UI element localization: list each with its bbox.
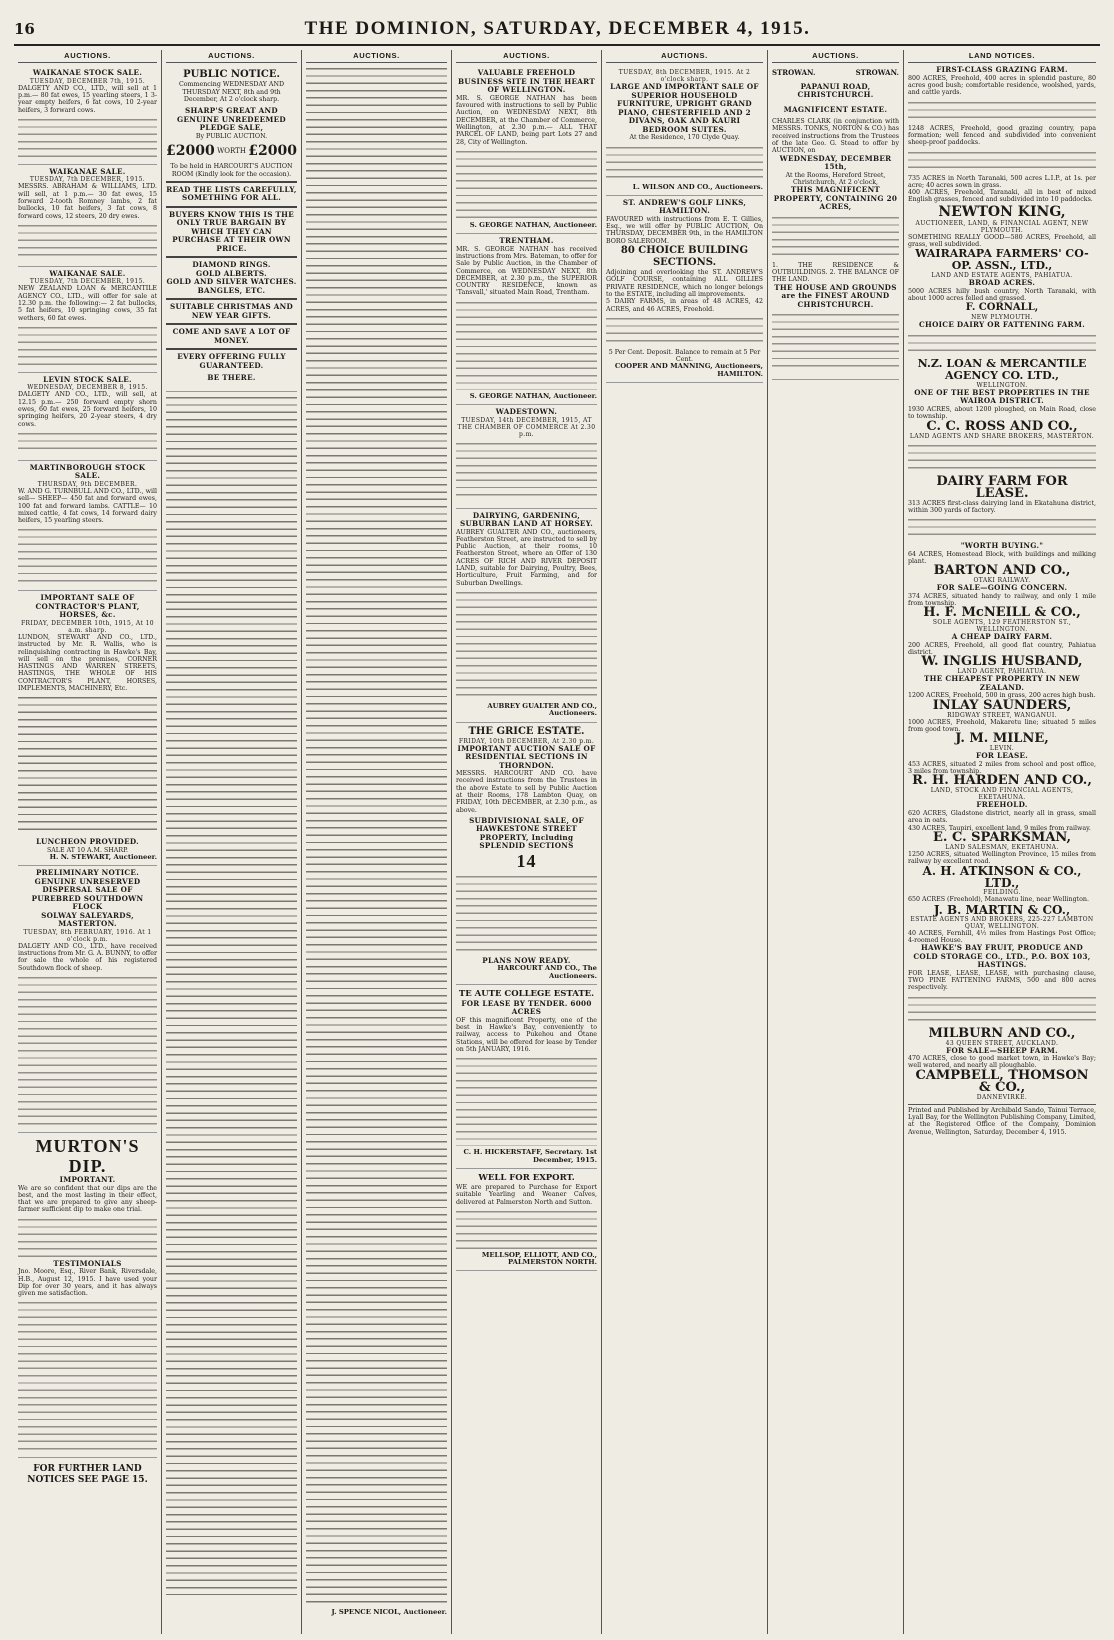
ad-line: EVERY OFFERING FULLY GUARANTEED. xyxy=(177,352,286,370)
ad-freehold-site xyxy=(456,66,597,234)
agent-name: INLAY SAUNDERS, xyxy=(932,697,1072,713)
ad-body: DALGETY AND CO., LTD., will sell at 1 p.m.— 80 fat ewes, 15 yearling steers, 1 3-year empty heifers, 6 fat cows, 10 2-year heifers, 3 forward cows. xyxy=(18,84,157,114)
ad-body: OF this magnificent Property, one of the best in Hawke's Bay, conveniently to railway, access to Pukehou and Otane Stations, will be offered for lease by Tender on 5th JANUARY, 1916. xyxy=(456,1016,597,1054)
ad-date: TUESDAY, 7th DECEMBER, 1915. xyxy=(29,278,146,286)
ad-heading: DAIRYING, GARDENING, SUBURBAN LAND AT HORSEY. xyxy=(459,510,594,529)
text-lines xyxy=(18,431,157,453)
text-lines xyxy=(18,223,157,259)
ad-waikanae xyxy=(18,66,157,165)
column-heading: LAND NOTICES. xyxy=(908,50,1096,63)
column-heading: AUCTIONS. xyxy=(772,50,899,63)
ad-body: MR. S. GEORGE NATHAN has been favoured with instructions to sell by Public Auction, on WEDNESDAY NEXT, 8th DECEMBER, at the Chamber of Commerce, Wellington, at 2.30 p.m.— ALL THAT PARCEL OF LAND, being part Lots 27 and 28, City of Wellington. xyxy=(456,94,597,146)
ad-signature: S. GEORGE NATHAN, Auctioneer. xyxy=(469,220,597,229)
ad-wadestown xyxy=(456,405,597,509)
agent-detail: LAND AGENTS AND SHARE BROKERS, MASTERTON. xyxy=(909,432,1095,440)
ad-heading: STROWAN. xyxy=(772,68,816,78)
ad-body: CHARLES CLARK (in conjunction with MESSRS. TONKS, NORTON & CO.) has received instructions from the Trustees of the late Geo. G. Stead to offer by AUCTION, on xyxy=(772,118,899,155)
ad-heading: IMPORTANT AUCTION SALE OF RESIDENTIAL SECTIONS IN THORNDON. xyxy=(457,743,596,770)
listing: 40 ACRES, Fernhill, 4½ miles from Hastings Post Office; 4-roomed House. xyxy=(908,929,1096,944)
ad-signature: S. GEORGE NATHAN, Auctioneer. xyxy=(469,391,597,400)
ad-signature: L. WILSON AND CO., Auctioneers. xyxy=(632,182,763,191)
divider xyxy=(166,181,297,183)
agent-name: WAIRARAPA FARMERS' CO-OP. ASSN., LTD., xyxy=(915,247,1089,273)
ad-heading: TE AUTE COLLEGE ESTATE. xyxy=(458,988,595,999)
ad-heading: THIS MAGNIFICENT PROPERTY, CONTAINING 20 ACRES, xyxy=(773,185,898,212)
ad-line: READ THE LISTS CAREFULLY, SOMETHING FOR ALL. xyxy=(166,184,297,203)
ad-note: SALE AT 10 A.M. SHARP. xyxy=(46,846,129,854)
text-lines xyxy=(908,333,1096,355)
listing: 800 ACRES, Freehold, 400 acres in splendid pasture, 80 acres good bush; comfortable residence, woolshed, yards, and cattle yards. xyxy=(908,74,1096,97)
ad-body: We are so confident that our dips are the best, and the most lasting in their effect, that we are prepared to give any sheep-farmer sufficient dip to make one trial. xyxy=(18,1184,157,1214)
agent-detail: SOLE AGENTS, 129 FEATHERSTON ST., WELLINGTON. xyxy=(932,619,1072,634)
ad-heading: WAIKANAE STOCK SALE. xyxy=(32,68,143,78)
ad-body: AUBREY GUALTER AND CO., auctioneers, Featherston Street, are instructed to sell by Public Auction, at their rooms, 10 Featherston Street, where an Offer of 130 ACRES OF RICH AND RIVER DEPOSIT LAND, suitable for Dairying, Poultry, Bees, Horticulture, Fruit Farming, and for Suburban Dwellings. xyxy=(456,528,597,587)
ad-signature: AUBREY GUALTER AND CO., Auctioneers. xyxy=(487,701,597,718)
ad-date: THURSDAY, 9th DECEMBER. xyxy=(37,480,138,488)
listing: 5000 ACRES hilly bush country, North Taranaki, with about 1000 acres felled and grassed. xyxy=(908,287,1096,303)
ad-date: TUESDAY, DECEMBER 7th, 1915. xyxy=(29,77,146,85)
listing: 1248 ACRES, Freehold, good grazing country, papa formation; well fenced and subdivided into convenient sheep-proof paddocks. xyxy=(908,124,1096,147)
ad-heading: STROWAN. xyxy=(855,68,899,78)
ad-date: TUESDAY, 8th FEBRUARY, 1916. At 1 o'clock p.m. xyxy=(23,928,152,943)
agent-name: E. C. SPARKSMAN, xyxy=(933,829,1071,845)
divider xyxy=(166,323,297,325)
ad-signature: H. N. STEWART, Auctioneer. xyxy=(49,853,157,862)
column-heading: AUCTIONS. xyxy=(166,50,297,63)
ad-place: SOLWAY SALEYARDS, MASTERTON. xyxy=(41,910,134,929)
text-lines xyxy=(908,995,1096,1025)
agent-detail: 43 QUEEN STREET, AUCKLAND. xyxy=(945,1039,1059,1047)
ad-heading: IMPORTANT SALE OF CONTRACTOR'S PLANT, HORSES, &c. xyxy=(35,593,140,620)
ad-heading: TRENTHAM. xyxy=(499,236,554,246)
ad-heading: MAGNIFICENT ESTATE. xyxy=(783,104,888,114)
divider xyxy=(166,206,297,208)
ad-heading: IMPORTANT. xyxy=(59,1175,116,1185)
listing: 453 ACRES, situated 2 miles from school and post office, 3 miles from township. xyxy=(908,760,1096,776)
agent-detail: LAND SALESMAN, EKETAHUNA. xyxy=(945,843,1059,851)
text-lines xyxy=(456,874,597,954)
ad-line: GOLD ALBERTS. xyxy=(196,268,267,278)
agent-name: CAMPBELL, THOMSON & CO., xyxy=(915,1067,1089,1095)
ad-body: MR. S. GEORGE NATHAN has received instructions from Mrs. Bateman, to offer for Sale by Public Auction, in the Chamber of Commerce, on WEDNESDAY NEXT, 8th DECEMBER, at 2.30 p.m., the SUPERIOR COUNTRY RESIDENCE, known as 'Tansvall,' situated Main Road, Trentham. xyxy=(456,245,597,297)
worth-banner xyxy=(166,142,297,159)
ad-display-title: MURTON'S DIP. xyxy=(35,1136,140,1177)
ad-te-aute xyxy=(456,985,597,1169)
columns xyxy=(14,50,1100,1634)
listing: 735 ACRES in North Taranaki, 500 acres L.I.P., at 1s. per acre; 40 acres sown in grass. xyxy=(908,174,1096,189)
ad-heading: LEVIN STOCK SALE. xyxy=(43,374,132,384)
agent-name: HAWKE'S BAY FRUIT, PRODUCE AND COLD STORAGE CO., LTD., P.O. BOX 103, HASTINGS. xyxy=(913,943,1091,970)
ad-note: LUNCHEON PROVIDED. xyxy=(36,837,139,847)
text-lines xyxy=(18,695,157,835)
text-lines xyxy=(456,1209,597,1249)
ad-subheading: FOR LEASE BY TENDER. 6000 ACRES xyxy=(461,998,592,1017)
ad-line: DIAMOND RINGS. xyxy=(192,260,271,270)
ad-body: Commencing WEDNESDAY AND THURSDAY NEXT, 8th and 9th December, At 2 o'clock sharp. xyxy=(178,81,285,103)
ad-signature: J. SPENCE NICOL, Auctioneer. xyxy=(331,1608,447,1617)
ad-heading: ONE OF THE BEST PROPERTIES IN THE WAIROA DISTRICT. xyxy=(914,387,1090,406)
divider xyxy=(166,298,297,300)
ad-note: PLANS NOW READY. xyxy=(482,955,571,965)
agent-detail: FEILDING. xyxy=(983,889,1021,897)
ad-martinborough xyxy=(18,461,157,591)
listing: 1250 ACRES, situated Wellington Province, 15 miles from railway by excellent road. xyxy=(908,850,1096,866)
ad-body: By PUBLIC AUCTION. xyxy=(195,132,268,140)
ad-public-notice xyxy=(166,66,297,392)
ad-heading: ST. ANDREW'S GOLF LINKS, HAMILTON. xyxy=(622,197,747,216)
ad-date: FRIDAY, 10th DECEMBER, At 2.30 p.m. xyxy=(458,737,595,745)
listing: 200 ACRES, Freehold, all good flat country, Pahiatua district. xyxy=(908,641,1096,657)
ad-line: BANGLES, ETC. xyxy=(197,285,266,295)
ad-line: BE THERE. xyxy=(207,373,256,383)
imprint: Printed and Published by Archibald Sando, Tainui Terrace, Lyall Bay, for the Wellington Publishing Company, Limited, at the Registered Office of the Company, Dominion Avenue, Wellington, Saturday, December 4, 1915. xyxy=(908,1104,1096,1136)
ad-heading: WADESTOWN. xyxy=(495,407,558,417)
text-lines xyxy=(456,149,597,219)
ad-body: W. AND G. TURNBULL AND CO., LTD., will sell— SHEEP— 450 fat and forward ewes, 100 fat and forward lambs. CATTLE— 10 mixed cattle, 4 fat cows, 14 forward dairy heifers, 15 yearling steers. xyxy=(18,487,157,525)
agent-detail: LAND AGENT, PAHIATUA. xyxy=(957,668,1047,676)
text-lines xyxy=(908,517,1096,539)
ad-waikanae-3 xyxy=(18,267,157,373)
ad-murton xyxy=(18,1133,157,1458)
ad-heading: FOR SALE—GOING CONCERN. xyxy=(936,583,1068,593)
divider xyxy=(166,256,297,258)
ad-heading: FOR SALE—SHEEP FARM. xyxy=(946,1045,1058,1055)
agent-detail: WELLINGTON. xyxy=(976,381,1028,389)
agent-name: C. C. ROSS AND CO., xyxy=(926,418,1078,434)
ad-export xyxy=(456,1169,597,1271)
ad-heading: PRELIMINARY NOTICE. GENUINE UNRESERVED DISPERSAL SALE OF PUREBRED SOUTHDOWN FLOCK xyxy=(31,868,144,912)
agent-detail: ESTATE AGENTS AND BROKERS, 225-227 LAMBTON QUAY, WELLINGTON. xyxy=(910,915,1094,930)
ad-lots: 1. THE RESIDENCE & OUTBUILDINGS. 2. THE BALANCE OF THE LAND. xyxy=(772,261,899,284)
ad-body: 5 DAIRY FARMS, in areas of 48 ACRES, 42 ACRES, and 46 ACRES, Freehold. xyxy=(606,298,763,313)
ad-heading: A CHEAP DAIRY FARM. xyxy=(951,632,1053,642)
ad-body: WE are prepared to Purchase for Export suitable Yearling and Weaner Calves, delivered at Palmerston North and Sutton. xyxy=(456,1183,597,1206)
agent-name: N.Z. LOAN & MERCANTILE AGENCY CO. LTD., xyxy=(917,356,1087,382)
agent-name: MILBURN AND CO., xyxy=(928,1025,1076,1041)
text-lines xyxy=(456,441,597,501)
ad-date: TUESDAY, 7th DECEMBER, 1915. xyxy=(29,176,146,184)
agent-detail: NEW PLYMOUTH. xyxy=(971,314,1033,322)
column-4 xyxy=(452,50,602,1634)
agent-name: NEWTON KING, xyxy=(938,203,1066,220)
ad-heading: TESTIMONIALS xyxy=(53,1258,122,1268)
ad-dairying xyxy=(456,509,597,723)
agent-detail: LEVIN. xyxy=(989,745,1015,753)
ad-lots: 80 CHOICE BUILDING SECTIONS. xyxy=(620,245,749,269)
listing: SOMETHING REALLY GOOD—580 ACRES, Freehold, all grass, well subdivided. xyxy=(908,233,1096,249)
see-page-note: FOR FURTHER LAND NOTICES SEE PAGE 15. xyxy=(27,1464,148,1486)
agent-detail: LAND AND ESTATE AGENTS, PAHIATUA. xyxy=(931,272,1073,280)
pledge-list-lines xyxy=(166,395,297,1595)
column-5 xyxy=(602,50,768,1634)
ad-heading: WAIKANAE SALE. xyxy=(49,166,126,176)
text-lines xyxy=(18,1217,157,1257)
agent-detail: AUCTIONEER, LAND, & FINANCIAL AGENT, NEW PLYMOUTH. xyxy=(915,219,1089,234)
text-lines xyxy=(18,975,157,1125)
ad-furniture-sale xyxy=(606,66,763,196)
ad-golf-links xyxy=(606,196,763,383)
ad-levin xyxy=(18,373,157,461)
agent-detail: RIDGWAY STREET, WANGANUI. xyxy=(947,711,1057,719)
sections-count: 14 xyxy=(516,850,537,871)
text-lines xyxy=(18,325,157,365)
ad-contractor xyxy=(18,591,157,866)
ad-signature: MELLSOP, ELLIOTT, AND CO., PALMERSTON NORTH. xyxy=(481,1250,597,1267)
text-lines xyxy=(772,215,899,259)
text-lines xyxy=(908,443,1096,473)
column-2 xyxy=(162,50,302,1634)
agent-name: H. F. McNEILL & CO., xyxy=(923,605,1081,621)
column-heading: AUCTIONS. xyxy=(606,50,763,63)
agent-detail: OTAKI RAILWAY. xyxy=(973,577,1031,585)
column-heading: AUCTIONS. xyxy=(456,50,597,63)
agent-detail: LAND, STOCK AND FINANCIAL AGENTS, EKETAHUNA. xyxy=(930,787,1074,802)
ad-date: TUESDAY, 14th DECEMBER, 1915, AT THE CHAMBER OF COMMERCE At 2.30 p.m. xyxy=(457,416,596,438)
listing: 1000 ACRES, Freehold, Makaretu line; situated 5 miles from good town. xyxy=(908,718,1096,734)
listing: 1200 ACRES, Freehold, 500 in grass, 200 acres high bush. xyxy=(908,692,1096,700)
ad-heading: LARGE AND IMPORTANT SALE OF SUPERIOR HOUSEHOLD FURNITURE, UPRIGHT GRAND PIANO, CHESTERFIELD AND 2 DIVANS, OAK AND KAURI BEDROOM SUITES. xyxy=(610,82,759,134)
text-lines xyxy=(18,1300,157,1450)
ad-solway xyxy=(18,866,157,1133)
text-lines xyxy=(18,527,157,583)
ad-trentham xyxy=(456,234,597,405)
text-lines xyxy=(606,316,763,346)
ad-note: THE HOUSE AND GROUNDS are the FINEST AROUND CHRISTCHURCH. xyxy=(774,282,897,309)
ad-line: BUYERS KNOW THIS IS THE ONLY TRUE BARGAIN BY WHICH THEY CAN PURCHASE AT THEIR OWN PRICE. xyxy=(168,209,295,253)
ad-body: NEW ZEALAND LOAN & MERCANTILE AGENCY CO., LTD., will offer for sale at 12.30 p.m. the following:— 2 fat bullocks, 5 fat heifers, 10 springing cows, 35 fat wethers, 60 fat ewes. xyxy=(18,285,157,322)
listing: 470 ACRES, close to good market town, in Hawke's Bay; well watered, and nearly all ploughable. xyxy=(908,1055,1096,1070)
ad-line: COME AND SAVE A LOT OF MONEY. xyxy=(172,327,291,345)
ad-date: WEDNESDAY, DECEMBER 8, 1915. xyxy=(27,384,148,392)
ad-date: TUESDAY, 8th DECEMBER, 1915. At 2 o'clock sharp. xyxy=(618,69,751,84)
ad-heading: THE GRICE ESTATE. xyxy=(468,725,585,737)
ad-heading: WELL FOR EXPORT. xyxy=(478,1172,575,1183)
ad-signature: COOPER AND MANNING, Auctioneers, HAMILTON. xyxy=(614,362,763,378)
ad-body: LUNDON, STEWART AND CO., LTD., instructed by Mr. R. Wallis, who is relinquishing contracting in Hawke's Bay, will sell on the premises, CORNER HASTINGS AND WARREN STREETS, HASTINGS, THE WHOLE OF HIS CONTRACTOR'S PLANT, HORSES, IMPLEMENTS, MACHINERY, Etc. xyxy=(18,633,157,692)
ad-heading: PAPANUI ROAD, CHRISTCHURCH. xyxy=(797,81,874,100)
text-lines xyxy=(456,1056,597,1146)
text-lines xyxy=(456,300,597,390)
ad-line: GOLD AND SILVER WATCHES. xyxy=(166,277,297,287)
ad-heading: WAIKANAE SALE. xyxy=(49,268,126,278)
agent-detail: DANNEVIRKE. xyxy=(976,1093,1028,1101)
text-lines xyxy=(18,117,157,157)
ad-grice-estate xyxy=(456,723,597,985)
ad-heading: CHOICE DAIRY OR FATTENING FARM. xyxy=(918,320,1086,330)
ad-signature: HARCOURT AND CO., The Auctioneers. xyxy=(497,964,597,980)
ad-body: Jno. Moore, Esq., River Bank, Riversdale, H.B., August 12, 1915. I have used your Dip for over 30 years, and it has always given me satisfaction. xyxy=(18,1268,157,1298)
ad-body: DALGETY AND CO., LTD., have received instructions from Mr. G. A. BUNNY, to offer for sale the whole of his registered Southdown flock of sheep. xyxy=(18,942,157,972)
listing: 430 ACRES, Taupiri, excellent land, 9 miles from railway. xyxy=(908,824,1091,832)
ad-heading: PUBLIC NOTICE. xyxy=(183,69,280,81)
worth-label: WORTH xyxy=(217,146,246,155)
listing: 64 ACRES, Homestead Block, with buildings and milking plant. xyxy=(908,550,1096,565)
ad-body: MESSRS. HARCOURT AND CO. have received instructions from the Trustees in the above Estate to sell by Public Auction at their Rooms, 178 Lambton Quay, on FRIDAY, 10th DECEMBER, at 2.30 p.m., as above. xyxy=(456,770,597,814)
listing: 650 ACRES (Freehold), Manawatu line, near Wellington. xyxy=(908,896,1089,904)
ad-strowan xyxy=(772,66,899,380)
listing: FOR LEASE, LEASE, LEASE, with purchasing clause, TWO PINE FATTENING FARMS, 500 and 800 acres respectively. xyxy=(908,969,1096,992)
pledge-list-lines xyxy=(306,66,447,1606)
paper-title: THE DOMINION, SATURDAY, DECEMBER 4, 1915. xyxy=(304,18,811,39)
column-1 xyxy=(14,50,162,1634)
column-6 xyxy=(768,50,904,1634)
listing: 1930 ACRES, about 1200 ploughed, on Main Road, close to township. xyxy=(908,405,1096,421)
ad-waikanae-2 xyxy=(18,165,157,267)
listing: 400 ACRES, Freehold, Taranaki, all in best of mixed English grasses, fenced and subdivided into 10 paddocks. xyxy=(908,189,1096,204)
agent-name: F. CORNALL, xyxy=(965,302,1039,314)
text-lines xyxy=(908,100,1096,122)
divider xyxy=(166,348,297,350)
ad-place: At the Rooms, Hereford Street, Christchurch, At 2 o'clock, xyxy=(785,171,886,186)
agent-name: R. H. HARDEN AND CO., xyxy=(912,773,1092,789)
ad-heading: VALUABLE FREEHOLD BUSINESS SITE IN THE HEART OF WELLINGTON. xyxy=(458,68,595,95)
amount-right: £2000 xyxy=(248,142,297,159)
listing: 374 ACRES, situated handy to railway, and only 1 mile from township. xyxy=(908,592,1096,608)
agent-name: J. M. MILNE, xyxy=(955,731,1049,747)
listing: 313 ACRES first-class dairying land in Ekatahuna district, within 300 yards of factory. xyxy=(908,499,1096,514)
ad-heading: BROAD ACRES. xyxy=(968,278,1036,288)
ad-heading: SHARP'S GREAT AND GENUINE UNREDEEMED PLEDGE SALE, xyxy=(177,106,286,133)
ad-date: WEDNESDAY, DECEMBER 15th, xyxy=(779,153,892,172)
listing: 620 ACRES, Gladstone district, nearly all in grass, small area in oats. xyxy=(908,809,1096,825)
column-3 xyxy=(302,50,452,1634)
page-number: 16 xyxy=(14,20,35,38)
ad-heading-row xyxy=(772,69,899,76)
ad-heading: FREEHOLD. xyxy=(976,800,1028,810)
ad-place: At the Residence, 170 Clyde Quay. xyxy=(629,134,740,142)
ad-body: DALGETY AND CO., LTD., will sell, at 12.15 p.m.— 250 forward empty shorn ewes, 60 fat ewes, 25 forward heifers, 10 springing heifers, 20 2-year steers, 4 dry cows. xyxy=(18,391,157,428)
ad-body: Adjoining and overlooking the ST. ANDREW'S GOLF COURSE, containing ALL GILLIES PRIVATE RESIDENCE, which no longer belongs to the ESTATE, including all improvements. xyxy=(606,269,763,298)
ad-body: To be held in HARCOURT'S AUCTION ROOM (Kindly look for the occasion). xyxy=(170,163,293,178)
ad-terms: 5 Per Cent. Deposit. Balance to remain at 5 Per Cent. xyxy=(608,348,761,364)
ad-heading: FOR LEASE. xyxy=(975,751,1029,761)
agent-name: BARTON AND CO., xyxy=(933,563,1071,579)
ad-date: FRIDAY, DECEMBER 10th, 1915, At 10 a.m. sharp. xyxy=(20,619,155,634)
ad-heading: MARTINBOROUGH STOCK SALE. xyxy=(29,462,146,481)
text-lines xyxy=(456,590,597,700)
ad-heading: THE CHEAPEST PROPERTY IN NEW ZEALAND. xyxy=(924,674,1080,692)
column-heading: AUCTIONS. xyxy=(306,50,447,63)
column-7 xyxy=(904,50,1100,1634)
text-lines xyxy=(772,312,899,372)
ad-heading: SUBDIVISIONAL SALE, OF HAWKESTONE STREET PROPERTY, Including SPLENDID SECTIONS xyxy=(469,815,584,851)
ad-signature: C. H. HICKERSTAFF, Secretary. 1st December, 1915. xyxy=(463,1148,597,1164)
text-lines xyxy=(606,145,763,181)
ad-heading: "WORTH BUYING." xyxy=(960,541,1044,551)
ad-body: FAVOURED with instructions from E. T. Gillies, Esq., we will offer by PUBLIC AUCTION, On THURSDAY, DECEMBER 9th, in the HAMILTON BORO SALEROOM. xyxy=(606,215,763,245)
amount-left: £2000 xyxy=(166,142,215,159)
agent-name: A. H. ATKINSON & CO., LTD., xyxy=(922,864,1082,891)
agent-name: W. INGLIS HUSBAND, xyxy=(921,654,1083,670)
masthead xyxy=(14,14,1100,46)
column-heading: AUCTIONS. xyxy=(18,50,157,63)
ad-line: SUITABLE CHRISTMAS AND NEW YEAR GIFTS. xyxy=(169,302,294,320)
ad-heading: DAIRY FARM FOR LEASE. xyxy=(936,473,1068,501)
ad-heading: FIRST-CLASS GRAZING FARM. xyxy=(936,65,1068,75)
agent-name: J. B. MARTIN & CO., xyxy=(933,902,1071,917)
text-lines xyxy=(908,150,1096,172)
ad-body: MESSRS. ABRAHAM & WILLIAMS, LTD. will sell, at 1 p.m.— 30 fat ewes, 15 forward 2-tooth Romney lambs, 2 fat bullocks, 10 fat heifers, 3 fat cows, 8 forward cows, 12 steers, 20 dry ewes. xyxy=(18,183,157,220)
